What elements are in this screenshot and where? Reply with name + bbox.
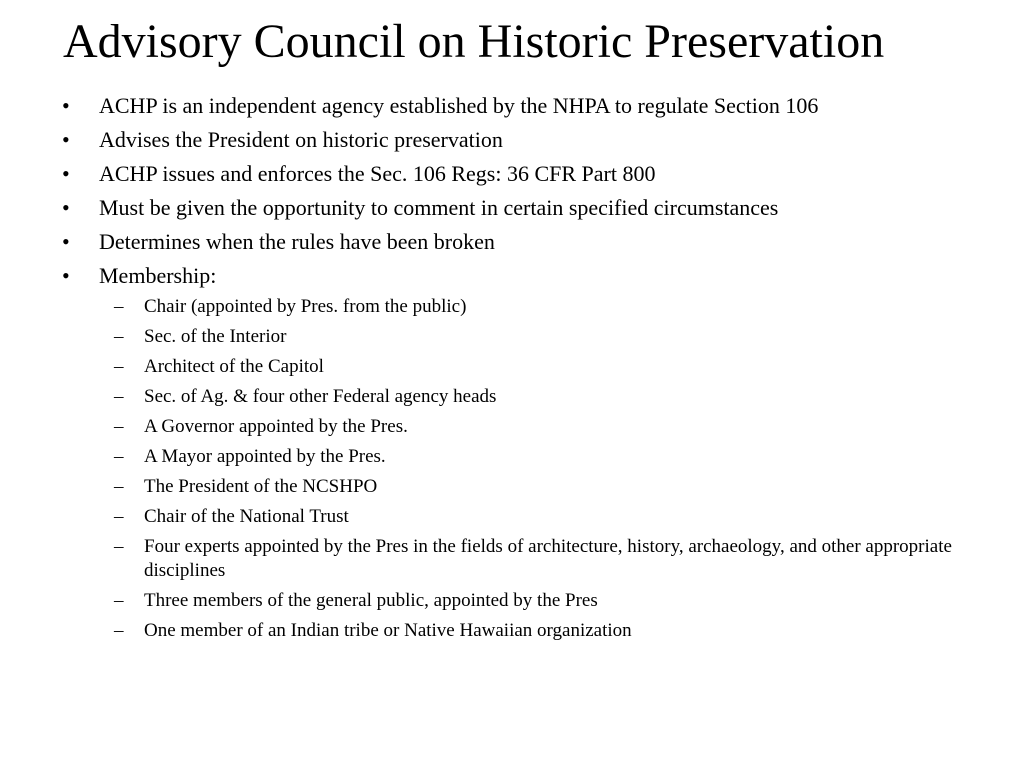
bullet-dot-icon: • bbox=[62, 93, 70, 118]
membership-text: The President of the NCSHPO bbox=[144, 476, 378, 497]
membership-text: Three members of the general public, appointed by the Pres bbox=[144, 590, 598, 611]
bullet-dot-icon: • bbox=[62, 229, 70, 254]
membership-text: Chair (appointed by Pres. from the public) bbox=[144, 296, 467, 317]
membership-item bbox=[62, 619, 982, 643]
bullet-list bbox=[62, 89, 982, 649]
membership-item bbox=[62, 295, 982, 319]
bullet-item bbox=[62, 191, 982, 225]
dash-icon: – bbox=[114, 536, 124, 557]
bullet-text: Determines when the rules have been broken bbox=[99, 229, 495, 254]
bullet-text: Must be given the opportunity to comment in certain specified circumstances bbox=[99, 195, 779, 220]
membership-item bbox=[62, 325, 982, 349]
membership-item bbox=[62, 445, 982, 469]
bullet-item bbox=[62, 225, 982, 259]
membership-item bbox=[62, 415, 982, 439]
bullet-text: ACHP is an independent agency established by the NHPA to regulate Section 106 bbox=[99, 93, 819, 118]
membership-item bbox=[62, 385, 982, 409]
bullet-item bbox=[62, 89, 982, 123]
membership-item bbox=[62, 589, 982, 613]
dash-icon: – bbox=[114, 386, 124, 407]
dash-icon: – bbox=[114, 506, 124, 527]
membership-text: Architect of the Capitol bbox=[144, 356, 324, 377]
bullet-dot-icon: • bbox=[62, 161, 70, 186]
bullet-text: Membership: bbox=[99, 263, 217, 288]
dash-icon: – bbox=[114, 416, 124, 437]
bullet-item bbox=[62, 157, 982, 191]
dash-icon: – bbox=[114, 296, 124, 317]
membership-text: A Governor appointed by the Pres. bbox=[144, 416, 408, 437]
membership-text: Chair of the National Trust bbox=[144, 506, 349, 527]
dash-icon: – bbox=[114, 326, 124, 347]
dash-icon: – bbox=[114, 590, 124, 611]
membership-text: A Mayor appointed by the Pres. bbox=[144, 446, 386, 467]
bullet-text: Advises the President on historic preservation bbox=[99, 127, 503, 152]
membership-item bbox=[62, 535, 982, 583]
bullet-item bbox=[62, 123, 982, 157]
bullet-item-membership bbox=[62, 259, 982, 643]
membership-text: Four experts appointed by the Pres in the fields of architecture, history, archaeology, and other appropriate disciplines bbox=[144, 536, 952, 581]
dash-icon: – bbox=[114, 476, 124, 497]
membership-item bbox=[62, 505, 982, 529]
membership-item bbox=[62, 475, 982, 499]
slide-title: Advisory Council on Historic Preservation bbox=[63, 15, 885, 68]
bullet-dot-icon: • bbox=[62, 127, 70, 152]
bullet-dot-icon: • bbox=[62, 263, 70, 288]
bullet-dot-icon: • bbox=[62, 195, 70, 220]
dash-icon: – bbox=[114, 356, 124, 377]
bullet-text: ACHP issues and enforces the Sec. 106 Regs: 36 CFR Part 800 bbox=[99, 161, 656, 186]
membership-text: Sec. of the Interior bbox=[144, 326, 287, 347]
membership-text: One member of an Indian tribe or Native Hawaiian organization bbox=[144, 620, 632, 641]
dash-icon: – bbox=[114, 446, 124, 467]
dash-icon: – bbox=[114, 620, 124, 641]
membership-item bbox=[62, 355, 982, 379]
membership-list bbox=[62, 295, 982, 643]
membership-text: Sec. of Ag. & four other Federal agency heads bbox=[144, 386, 497, 407]
